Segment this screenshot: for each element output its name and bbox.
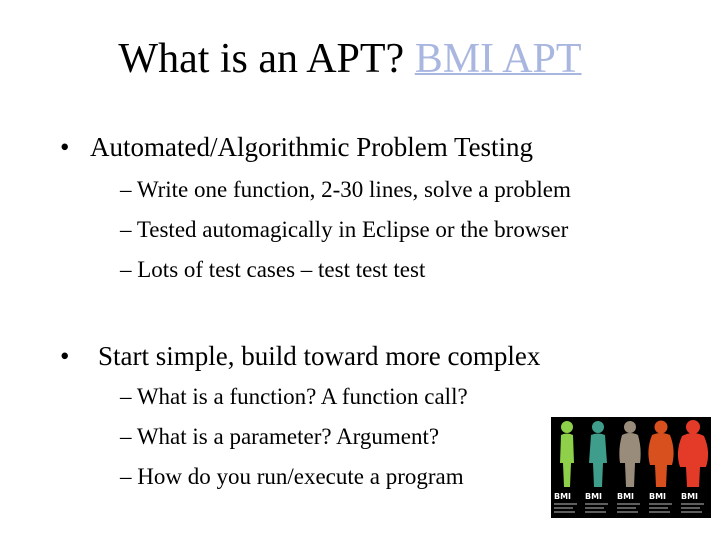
bmi-label: BMI <box>554 492 572 501</box>
bmi-label: BMI <box>617 492 635 501</box>
subitem-text: – What is a function? A function call? <box>120 384 468 409</box>
figure-overweight <box>589 421 607 487</box>
bullet-text: Automated/Algorithmic Problem Testing <box>90 132 534 162</box>
bmi-label: BMI <box>585 492 603 501</box>
subitem-text: – Tested automagically in Eclipse or the browser <box>120 217 569 242</box>
bullet-1 <box>60 131 680 163</box>
bmi-apt-link[interactable]: BMI APT <box>414 36 582 82</box>
figure-normal-weight <box>560 421 574 487</box>
figure-obesity-3 <box>678 420 708 487</box>
subitem-text: – How do you run/execute a program <box>120 464 464 489</box>
bullet-text: Start simple, build toward more complex <box>98 341 541 371</box>
title-text: What is an APT? <box>118 36 405 82</box>
subitem-text: – Lots of test cases – test test test <box>120 257 426 282</box>
bullet-2 <box>60 340 680 372</box>
figure-obesity-2 <box>648 421 673 488</box>
bullet-marker: • <box>60 341 70 371</box>
bmi-label: BMI <box>681 492 699 501</box>
subitem-text: – What is a parameter? Argument? <box>120 424 440 449</box>
bullet-marker: • <box>60 132 70 162</box>
bmi-label: BMI <box>649 492 667 501</box>
bmi-silhouettes-image <box>551 417 711 518</box>
figure-obesity-1 <box>619 421 640 487</box>
subitem-text: – Write one function, 2-30 lines, solve a problem <box>120 177 571 202</box>
slide-title <box>0 34 700 84</box>
